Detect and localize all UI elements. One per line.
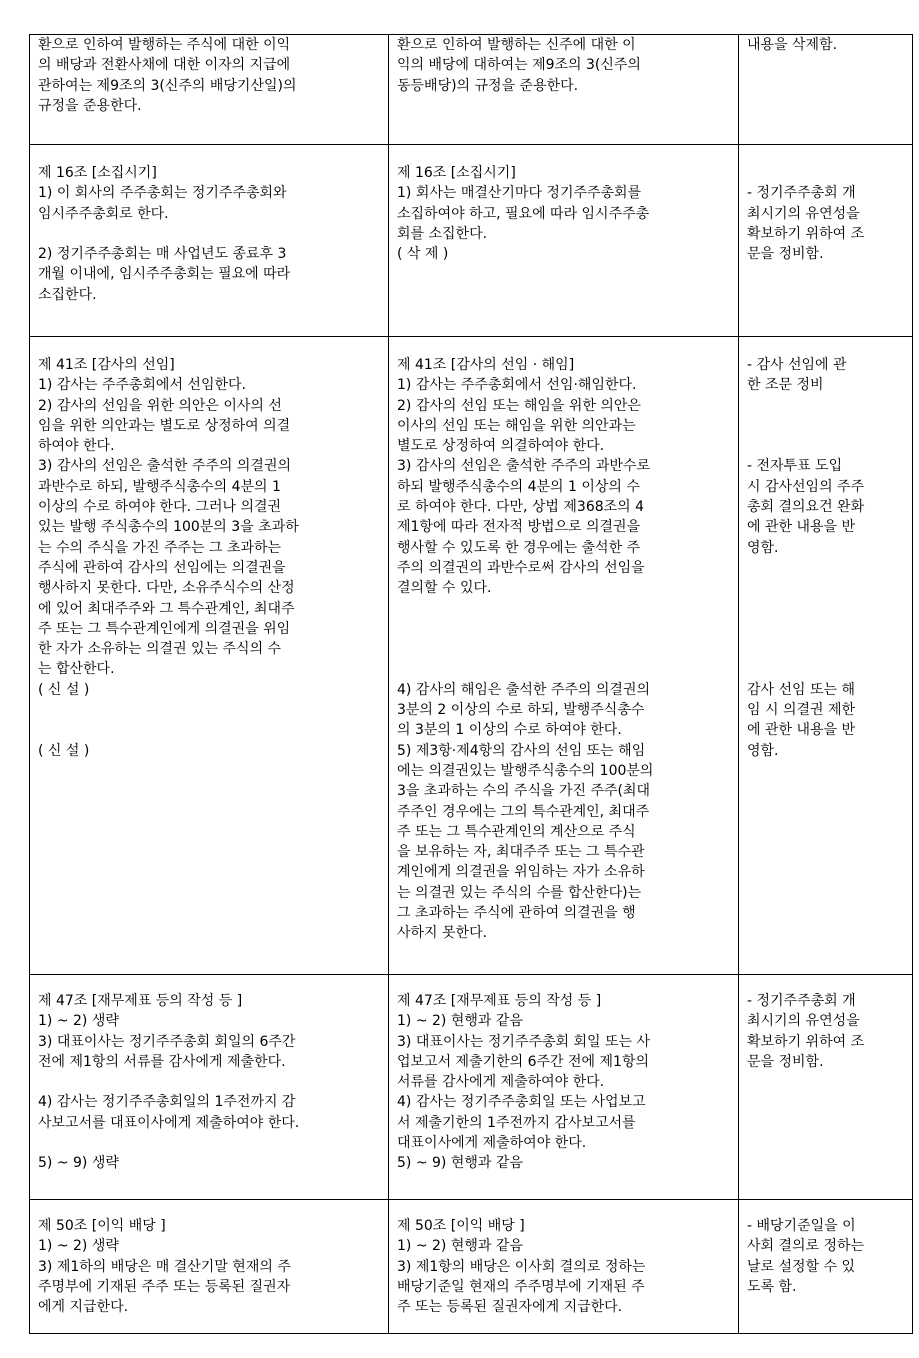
- before-cell: 제 50조 [이익 배당 ] 1) ~ 2) 생략 3) 제1하의 배당은 매 결산기말 현재의 주 주명부에 기재된 주주 또는 등록된 질권자 에게 지급한다.: [30, 1200, 389, 1334]
- table-row: [30, 35, 913, 145]
- reason-cell: - 감사 선임에 관 한 조문 정비 - 전자투표 도입 시 감사선임의 주주 총회 결의요건 완화 에 관한 내용을 반 영함. 감사 선임 또는 해 임 시 의결권 제한 에 관한 내용을 반 영함.: [739, 337, 913, 975]
- table-row: [30, 145, 913, 337]
- reason-cell: 내용을 삭제함.: [739, 35, 913, 145]
- table-row: [30, 1200, 913, 1334]
- after-cell: 환으로 인하여 발행하는 신주에 대한 이 익의 배당에 대하여는 제9조의 3(신주의 동등배당)의 규정을 준용한다.: [389, 35, 739, 145]
- after-cell: 제 41조 [감사의 선임 · 해임] 1) 감사는 주주총회에서 선임·해임한다. 2) 감사의 선임 또는 해임을 위한 의안은 이사의 선임 또는 해임을 위한 의안과는 별도로 상정하여 의결하여야 한다. 3) 감사의 선임은 출석한 주주의 과반수로 하되 발행주식총수의 4분의 1 이상의 수 로 하여야 한다. 다만, 상법 제368조의 4 제1항에 따라 전자적 방법으로 의결권을 행사할 수 있도록 한 경우에는 출석한 주 주의 의결권의 과반수로써 감사의 선임을 결의할 수 있다. 4) 감사의 해임은 출석한 주주의 의결권의 3분의 2 이상의 수로 하되, 발행주식총수 의 3분의 1 이상의 수로 하여야 한다. 5) 제3항·제4항의 감사의 선임 또는 해임 에는 의결권있는 발행주식총수의 100분의 3을 초과하는 수의 주식을 가진 주주(최대 주주인 경우에는 그의 특수관계인, 최대주 주 또는 그 특수관계인의 계산으로 주식 을 보유하는 자, 최대주주 또는 그 특수관 계인에게 의결권을 위임하는 자가 소유하 는 의결권 있는 주식의 수를 합산한다)는 그 초과하는 주식에 관하여 의결권을 행 사하지 못한다.: [389, 337, 739, 975]
- table-row: [30, 975, 913, 1200]
- amendment-table: [29, 34, 913, 1334]
- after-cell: 제 47조 [재무제표 등의 작성 등 ] 1) ~ 2) 현행과 같음 3) 대표이사는 정기주주총회 회일 또는 사 업보고서 제출기한의 6주간 전에 제1항의 서류를 감사에게 제출하여야 한다. 4) 감사는 정기주주총회일 또는 사업보고 서 제출기한의 1주전까지 감사보고서를 대표이사에게 제출하여야 한다. 5) ~ 9) 현행과 같음: [389, 975, 739, 1200]
- before-cell: 환으로 인하여 발행하는 주식에 대한 이익 의 배당과 전환사채에 대한 이자의 지급에 관하여는 제9조의 3(신주의 배당기산일)의 규정을 준용한다.: [30, 35, 389, 145]
- reason-cell: - 정기주주총회 개 최시기의 유연성을 확보하기 위하여 조 문을 정비함.: [739, 145, 913, 337]
- table-row: [30, 337, 913, 975]
- after-cell: 제 16조 [소집시기] 1) 회사는 매결산기마다 정기주주총회를 소집하여야 하고, 필요에 따라 임시주주총 회를 소집한다. ( 삭 제 ): [389, 145, 739, 337]
- before-cell: 제 16조 [소집시기] 1) 이 회사의 주주총회는 정기주주총회와 임시주주총회로 한다. 2) 정기주주총회는 매 사업년도 종료후 3 개월 이내에, 임시주주총회는 필요에 따라 소집한다.: [30, 145, 389, 337]
- before-cell: 제 41조 [감사의 선임] 1) 감사는 주주총회에서 선임한다. 2) 감사의 선임을 위한 의안은 이사의 선 임을 위한 의안과는 별도로 상정하여 의결 하여야 한다. 3) 감사의 선임은 출석한 주주의 의결권의 과반수로 하되, 발행주식총수의 4분의 1 이상의 수로 하여야 한다. 그러나 의결권 있는 발행 주식총수의 100분의 3을 초과하 는 수의 주식을 가진 주주는 그 초과하는 주식에 관하여 감사의 선임에는 의결권을 행사하지 못한다. 다만, 소유주식수의 산정 에 있어 최대주주와 그 특수관계인, 최대주 주 또는 그 특수관계인에게 의결권을 위임 한 자가 소유하는 의결권 있는 주식의 수 는 합산한다. ( 신 설 ) ( 신 설 ): [30, 337, 389, 975]
- before-cell: 제 47조 [재무제표 등의 작성 등 ] 1) ~ 2) 생략 3) 대표이사는 정기주주총회 회일의 6주간 전에 제1항의 서류를 감사에게 제출한다. 4) 감사는 정기주주총회일의 1주전까지 감 사보고서를 대표이사에게 제출하여야 한다. 5) ~ 9) 생략: [30, 975, 389, 1200]
- after-cell: 제 50조 [이익 배당 ] 1) ~ 2) 현행과 같음 3) 제1항의 배당은 이사회 결의로 정하는 배당기준일 현재의 주주명부에 기재된 주 주 또는 등록된 질권자에게 지급한다.: [389, 1200, 739, 1334]
- reason-cell: - 정기주주총회 개 최시기의 유연성을 확보하기 위하여 조 문을 정비함.: [739, 975, 913, 1200]
- reason-cell: - 배당기준일을 이 사회 결의로 정하는 날로 설정할 수 있 도록 함.: [739, 1200, 913, 1334]
